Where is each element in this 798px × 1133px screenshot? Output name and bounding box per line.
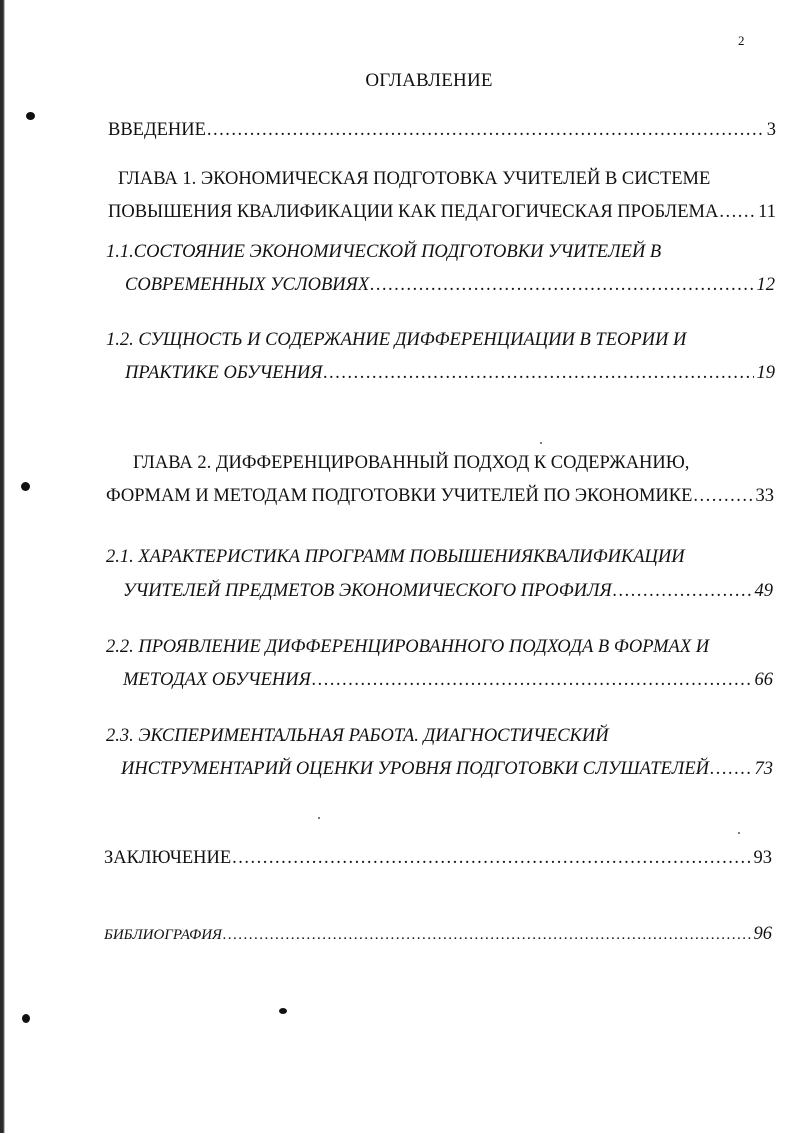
toc-entry-page: 11 — [758, 202, 776, 222]
scan-speck — [738, 832, 740, 834]
toc-entry-conclusion — [104, 846, 772, 870]
binding-hole-mark — [21, 482, 30, 491]
binding-hole-mark — [26, 112, 35, 120]
toc-entry-s22-line1: 2.2. ПРОЯВЛЕНИЕ ДИФФЕРЕНЦИРОВАННОГО ПОДХОДА В ФОРМАХ И — [106, 637, 710, 657]
ink-blot-mark — [279, 1008, 287, 1014]
toc-leader-dots — [613, 579, 752, 603]
toc-entry-text: ВВЕДЕНИЕ — [108, 120, 206, 140]
toc-entry-s11-line1: 1.1.СОСТОЯНИЕ ЭКОНОМИЧЕСКОЙ ПОДГОТОВКИ УЧИТЕЛЕЙ В — [106, 242, 662, 262]
toc-leader-dots — [223, 923, 751, 947]
toc-entry-text: ПРАКТИКЕ ОБУЧЕНИЯ — [125, 363, 323, 383]
toc-entry-s23-line1: 2.3. ЭКСПЕРИМЕНТАЛЬНАЯ РАБОТА. ДИАГНОСТИЧЕСКИЙ — [106, 726, 609, 746]
scan-speck — [540, 442, 542, 444]
toc-entry-page: 73 — [754, 759, 773, 779]
toc-entry-text: ПОВЫШЕНИЯ КВАЛИФИКАЦИИ КАК ПЕДАГОГИЧЕСКАЯ ПРОБЛЕМА — [108, 202, 719, 222]
toc-entry-page: 33 — [755, 486, 774, 506]
toc-entry-page: 96 — [753, 924, 772, 944]
toc-leader-dots — [207, 118, 764, 142]
toc-entry-page: 66 — [754, 670, 773, 690]
toc-leader-dots — [719, 200, 755, 224]
toc-entry-page: 3 — [766, 120, 776, 140]
toc-entry-s12 — [125, 361, 775, 385]
toc-leader-dots — [370, 273, 753, 297]
toc-entry-s21 — [123, 579, 773, 603]
toc-entry-ch1 — [108, 200, 776, 224]
scan-edge-line — [0, 0, 5, 1133]
toc-entry-s12-line1: 1.2. СУЩНОСТЬ И СОДЕРЖАНИЕ ДИФФЕРЕНЦИАЦИИ В ТЕОРИИ И — [106, 330, 687, 350]
toc-entry-text: СОВРЕМЕННЫХ УСЛОВИЯХ — [125, 275, 370, 295]
toc-entry-s21-line1: 2.1. ХАРАКТЕРИСТИКА ПРОГРАММ ПОВЫШЕНИЯКВАЛИФИКАЦИИ — [106, 547, 685, 567]
toc-leader-dots — [312, 668, 752, 692]
page-number: 2 — [738, 33, 745, 48]
toc-entry-text: ФОРМАМ И МЕТОДАМ ПОДГОТОВКИ УЧИТЕЛЕЙ ПО ЭКОНОМИКЕ — [106, 486, 693, 506]
toc-entry-text: МЕТОДАХ ОБУЧЕНИЯ — [123, 670, 311, 690]
toc-entry-page: 12 — [756, 275, 775, 295]
binding-hole-mark — [22, 1014, 30, 1023]
toc-entry-bibliography — [104, 922, 772, 947]
toc-leader-dots — [710, 757, 752, 781]
toc-entry-text: ИНСТРУМЕНТАРИЙ ОЦЕНКИ УРОВНЯ ПОДГОТОВКИ СЛУШАТЕЛЕЙ — [121, 759, 709, 779]
toc-entry-text: ЗАКЛЮЧЕНИЕ — [104, 848, 232, 868]
toc-entry-text: БИБЛИОГРАФИЯ — [104, 927, 222, 943]
toc-entry-ch2 — [106, 484, 774, 508]
toc-entry-page: 93 — [753, 848, 772, 868]
toc-entry-s11 — [125, 273, 775, 297]
toc-entry-intro — [108, 118, 776, 142]
toc-entry-text: УЧИТЕЛЕЙ ПРЕДМЕТОВ ЭКОНОМИЧЕСКОГО ПРОФИЛЯ — [123, 581, 612, 601]
toc-leader-dots — [323, 361, 753, 385]
toc-leader-dots — [693, 484, 752, 508]
scan-speck — [318, 817, 320, 819]
toc-leader-dots — [232, 846, 750, 870]
toc-entry-ch1-line1: ГЛАВА 1. ЭКОНОМИЧЕСКАЯ ПОДГОТОВКА УЧИТЕЛЕЙ В СИСТЕМЕ — [118, 169, 711, 189]
toc-entry-page: 49 — [754, 581, 773, 601]
toc-entry-ch2-line1: ГЛАВА 2. ДИФФЕРЕНЦИРОВАННЫЙ ПОДХОД К СОДЕРЖАНИЮ, — [133, 453, 690, 473]
toc-title: ОГЛАВЛЕНИЕ — [365, 70, 493, 91]
toc-entry-s22 — [123, 668, 773, 692]
toc-entry-page: 19 — [756, 363, 775, 383]
toc-entry-s23 — [121, 757, 773, 781]
